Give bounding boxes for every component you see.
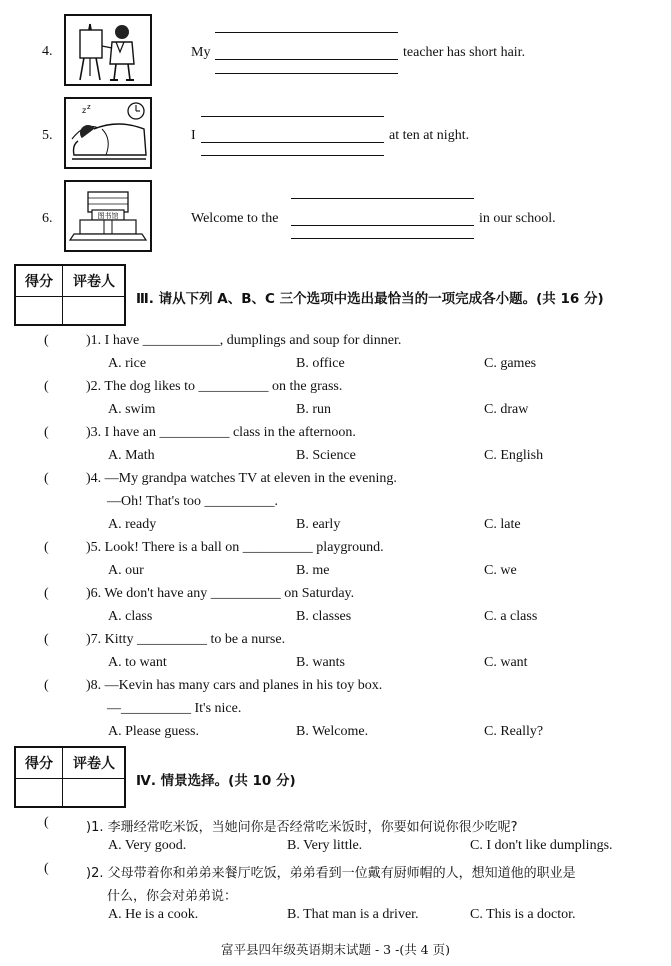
option-c[interactable]: C. Really? — [484, 724, 544, 739]
svg-text:z: z — [82, 106, 87, 115]
option-b[interactable]: B. wants — [296, 655, 345, 670]
section-4-heading: Ⅳ. 情景选择。(共 10 分) — [136, 773, 296, 789]
item-6-answer-line[interactable] — [291, 225, 474, 226]
answer-bracket[interactable]: ( — [44, 632, 49, 647]
option-c[interactable]: C. I don't like dumplings. — [470, 838, 613, 853]
question-stem: )1. 李珊经常吃米饭，当她问你是否经常吃米饭时，你要如何说你很少吃呢? — [86, 820, 518, 835]
item-6-line-top — [291, 198, 474, 199]
question-stem: )7. Kitty __________ to be a nurse. — [86, 632, 286, 647]
option-c[interactable]: C. we — [484, 563, 517, 578]
option-a[interactable]: A. rice — [108, 356, 147, 371]
item-4-line-top — [215, 32, 398, 33]
item-6-line-bottom — [291, 238, 474, 239]
item-6-text-before: Welcome to the — [191, 211, 279, 226]
question-stem: )4. —My grandpa watches TV at eleven in the evening. — [86, 471, 397, 486]
option-b[interactable]: B. Very little. — [287, 838, 363, 853]
option-a[interactable]: A. ready — [108, 517, 157, 532]
option-c[interactable]: C. This is a doctor. — [470, 907, 576, 922]
question-stem: )8. —Kevin has many cars and planes in his toy box. — [86, 678, 383, 693]
question-stem-line-2: —Oh! That's too __________. — [107, 494, 279, 509]
option-b[interactable]: B. Science — [296, 448, 356, 463]
item-5-text-before: I — [191, 128, 196, 143]
item-5-number: 5. — [42, 128, 53, 143]
score-box-section-3 — [14, 264, 126, 326]
answer-bracket[interactable]: ( — [44, 678, 49, 693]
sleep-icon — [66, 99, 150, 167]
option-a[interactable]: A. class — [108, 609, 153, 624]
painter-icon — [66, 16, 150, 84]
answer-bracket[interactable]: ( — [44, 471, 49, 486]
answer-bracket[interactable]: ( — [44, 815, 49, 830]
item-5-line-bottom — [201, 155, 384, 156]
library-picture — [64, 180, 152, 252]
option-a[interactable]: A. our — [108, 563, 144, 578]
option-b[interactable]: B. That man is a driver. — [287, 907, 419, 922]
item-5-text-after: at ten at night. — [389, 128, 470, 143]
question-stem: )5. Look! There is a ball on __________ playground. — [86, 540, 384, 555]
item-4-text-after: teacher has short hair. — [403, 45, 526, 60]
question-stem-line-2: 什么，你会对弟弟说： — [107, 889, 238, 904]
item-4-text-before: My — [191, 45, 211, 60]
option-b[interactable]: B. me — [296, 563, 330, 578]
answer-bracket[interactable]: ( — [44, 861, 49, 876]
grader-label: 评卷人 — [73, 274, 115, 290]
answer-bracket[interactable]: ( — [44, 586, 49, 601]
item-6-number: 6. — [42, 211, 53, 226]
painter-picture — [64, 14, 152, 86]
svg-text:z: z — [87, 103, 91, 111]
option-b[interactable]: B. classes — [296, 609, 352, 624]
option-a[interactable]: A. Very good. — [108, 838, 187, 853]
item-4-number: 4. — [42, 44, 53, 59]
item-5-line-top — [201, 116, 384, 117]
sleeping-picture — [64, 97, 152, 169]
option-c[interactable]: C. English — [484, 448, 544, 463]
score-box-section-4 — [14, 746, 126, 808]
question-stem: )2. 父母带着你和弟弟来餐厅吃饭，弟弟看到一位戴有厨师帽的人，想知道他的职业是 — [86, 866, 576, 881]
section-3-heading: Ⅲ. 请从下列 A、B、C 三个选项中选出最恰当的一项完成各小题。(共 16 分) — [136, 291, 604, 307]
answer-bracket[interactable]: ( — [44, 333, 49, 348]
item-5-answer-line[interactable] — [201, 142, 384, 143]
option-a[interactable]: A. He is a cook. — [108, 907, 199, 922]
option-c[interactable]: C. draw — [484, 402, 529, 417]
question-stem-line-2: —__________ It's nice. — [107, 701, 242, 716]
option-c[interactable]: C. want — [484, 655, 528, 670]
option-b[interactable]: B. early — [296, 517, 341, 532]
library-sign-text: 图书馆 — [97, 212, 119, 220]
score-label: 得分 — [25, 756, 53, 772]
answer-bracket[interactable]: ( — [44, 540, 49, 555]
option-a[interactable]: A. to want — [108, 655, 167, 670]
question-stem: )3. I have an __________ class in the afternoon. — [86, 425, 356, 440]
question-stem: )1. I have ___________, dumplings and soup for dinner. — [86, 333, 402, 348]
option-a[interactable]: A. Please guess. — [108, 724, 199, 739]
item-6-text-after: in our school. — [479, 211, 556, 226]
option-c[interactable]: C. games — [484, 356, 537, 371]
option-c[interactable]: C. a class — [484, 609, 538, 624]
option-c[interactable]: C. late — [484, 517, 521, 532]
item-4-answer-line[interactable] — [215, 59, 398, 60]
answer-bracket[interactable]: ( — [44, 425, 49, 440]
option-b[interactable]: B. office — [296, 356, 345, 371]
answer-bracket[interactable]: ( — [44, 379, 49, 394]
score-label: 得分 — [25, 274, 53, 290]
page-footer: 富平县四年级英语期末试题 - 3 -(共 4 页) — [221, 942, 450, 957]
question-stem: )2. The dog likes to __________ on the grass. — [86, 379, 343, 394]
item-4-line-bottom — [215, 73, 398, 74]
option-b[interactable]: B. Welcome. — [296, 724, 369, 739]
option-a[interactable]: A. Math — [108, 448, 155, 463]
option-b[interactable]: B. run — [296, 402, 331, 417]
grader-label: 评卷人 — [73, 756, 115, 772]
library-building-icon — [66, 182, 150, 250]
question-stem: )6. We don't have any __________ on Saturday. — [86, 586, 355, 601]
option-a[interactable]: A. swim — [108, 402, 156, 417]
